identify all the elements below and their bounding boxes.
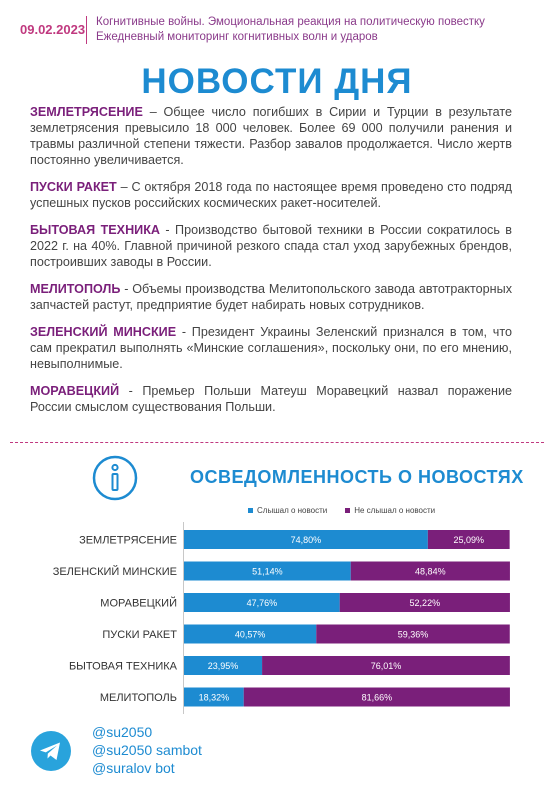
section-divider (10, 442, 544, 443)
news-item (30, 281, 512, 313)
handle-link[interactable]: @su2050 sambot (92, 742, 202, 758)
news-text: С октября 2018 года по настоящее время проведено сто подряд успешных пусков российских космических ракет-носителей. (30, 180, 512, 210)
legend-label-not-heard: Не слышал о новости (354, 506, 436, 515)
news-sep: - (119, 384, 143, 398)
news-sep: - (176, 325, 192, 339)
data-label: 59,36% (397, 629, 429, 640)
category-label: МЕЛИТОПОЛЬ (99, 692, 177, 704)
header-subtitle (96, 15, 485, 45)
news-key: ПУСКИ РАКЕТ (30, 180, 117, 194)
news-item (30, 104, 512, 168)
chart-legend (248, 506, 435, 515)
legend-label-heard: Слышал о новости (257, 506, 328, 515)
news-item (30, 179, 512, 211)
handle-link[interactable]: @suralov bot (92, 760, 175, 776)
header-date: 09.02.2023 (20, 22, 86, 37)
data-label: 18,32% (198, 692, 230, 703)
telegram-icon (30, 730, 72, 772)
news-text: Общее число погибших в Сирии и Турции в результате землетрясения превысило 18 000 человек. Более 69 000 получили ранения и травмы различной степени тяжести. Разбор завалов продолжается. Число жертв постоянно увеличивается. (30, 105, 512, 167)
category-label: ЗЕЛЕНСКИЙ МИНСКИЕ (52, 566, 177, 578)
data-label: 81,66% (361, 692, 393, 703)
news-text: Президент Украины Зеленский признался в том, что сам прекратил выполнять «Минские соглашения», поскольку они, по его мнению, невыполнимые. (30, 325, 512, 371)
legend-item-heard (248, 506, 327, 515)
news-item (30, 383, 512, 415)
news-key: ЗЕМЛЕТРЯСЕНИЕ (30, 105, 143, 119)
news-item (30, 324, 512, 372)
header-subtitle-line2: Ежедневный мониторинг когнитивных волн и ударов (96, 31, 378, 43)
news-text: Объемы производства Мелитопольского завода автотракторных запчастей растут, предприятие будет набирать новых сотрудников. (30, 282, 512, 312)
data-label: 23,95% (207, 661, 239, 671)
news-key: МОРАВЕЦКИЙ (30, 384, 120, 398)
header (0, 0, 554, 48)
legend-item-not-heard (345, 506, 435, 515)
data-label: 52,22% (409, 598, 441, 608)
awareness-title: ОСВЕДОМЛЕННОСТЬ О НОВОСТЯХ (190, 467, 524, 487)
data-label: 74,80% (290, 535, 322, 545)
news-sep: – (142, 105, 164, 119)
news-key: БЫТОВАЯ ТЕХНИКА (30, 223, 160, 237)
data-label: 47,76% (246, 598, 278, 608)
category-label: БЫТОВАЯ ТЕХНИКА (68, 660, 177, 673)
info-icon (92, 455, 138, 501)
news-list (30, 104, 512, 426)
news-text: Производство бытовой техники в России сократилось в 2022 г. на 40%. Главной причиной резкого спада стал уход зарубежных брендов, построивших заводы в России. (30, 223, 512, 269)
data-label: 76,01% (370, 661, 402, 671)
news-text: Премьер Польши Матеуш Моравецкий назвал поражение России смыслом существования Польши. (30, 384, 512, 414)
category-label: МОРАВЕЦКИЙ (100, 597, 177, 610)
news-key: МЕЛИТОПОЛЬ (30, 282, 121, 296)
category-label: ПУСКИ РАКЕТ (102, 629, 177, 641)
header-subtitle-line1: Когнитивные войны. Эмоциональная реакция на политическую повестку (96, 16, 485, 28)
data-label: 25,09% (453, 535, 485, 545)
data-label: 40,57% (234, 629, 266, 640)
news-sep: – (116, 180, 132, 194)
news-item (30, 222, 512, 270)
news-sep: - (160, 223, 176, 237)
header-divider (86, 16, 87, 44)
footer-handles (92, 723, 202, 777)
news-key: ЗЕЛЕНСКИЙ МИНСКИЕ (30, 325, 177, 339)
data-label: 48,84% (415, 566, 446, 577)
news-sep: - (120, 282, 133, 296)
category-label: ЗЕМЛЕТРЯСЕНИЕ (79, 534, 177, 547)
legend-swatch-heard (248, 508, 253, 513)
handle-link[interactable]: @su2050 (92, 724, 153, 740)
awareness-chart (0, 518, 554, 718)
legend-swatch-not-heard (345, 508, 350, 513)
data-label: 51,14% (252, 566, 283, 577)
page-title: НОВОСТИ ДНЯ (141, 62, 413, 101)
